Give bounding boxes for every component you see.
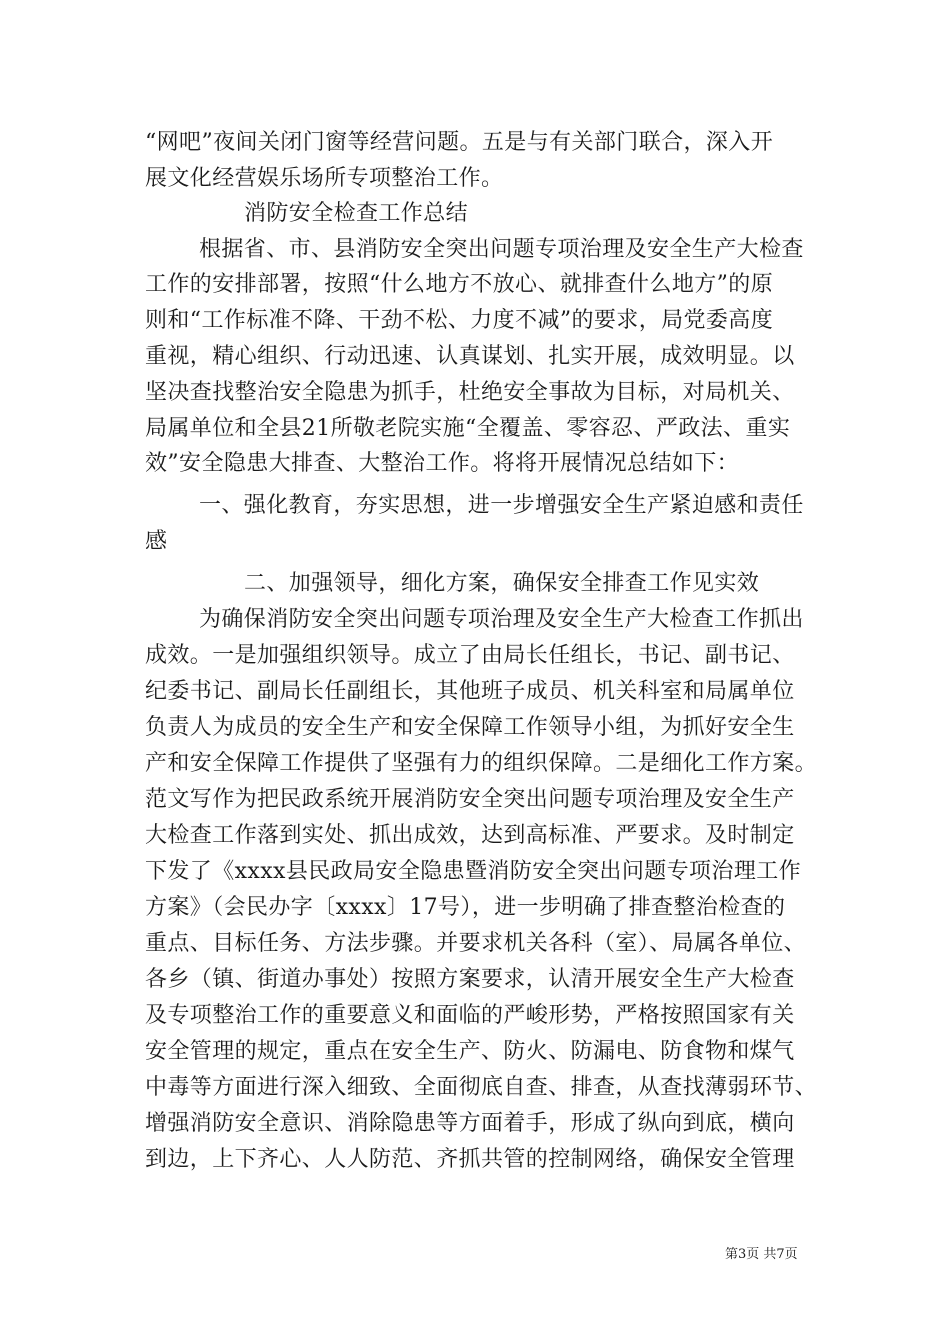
text-line: 大检查工作落到实处、抓出成效，达到高标准、严要求。及时制定: [145, 823, 795, 848]
text-line: 各乡（镇、街道办事处）按照方案要求，认清开展安全生产大检查: [145, 967, 795, 992]
text-line: 产和安全保障工作提供了坚强有力的组织保障。二是细化工作方案。: [145, 751, 818, 776]
text-line: 效”安全隐患大排查、大整治工作。将将开展情况总结如下：: [145, 451, 740, 476]
text-line: 成效。一是加强组织领导。成立了由局长任组长，书记、副书记、: [145, 643, 795, 668]
text-line: 安全管理的规定，重点在安全生产、防火、防漏电、防食物和煤气: [145, 1039, 795, 1064]
text-line: 为确保消防安全突出问题专项治理及安全生产大检查工作抓出: [199, 607, 804, 632]
text-line: 下发了《xxxx县民政局安全隐患暨消防安全突出问题专项治理工作: [145, 859, 802, 884]
text-line: 坚决查找整治安全隐患为抓手，杜绝安全事故为目标，对局机关、: [145, 380, 795, 405]
text-line: 则和“工作标准不降、干劲不松、力度不减”的要求，局党委高度: [145, 308, 774, 333]
text-line: 到边，上下齐心、人人防范、齐抓共管的控制网络，确保安全管理: [145, 1147, 795, 1172]
text-line: 方案》（会民办字〔xxxx〕17号），进一步明确了排查整治检查的: [145, 895, 786, 920]
text-line: 及专项整治工作的重要意义和面临的严峻形势，严格按照国家有关: [145, 1003, 795, 1028]
text-line: 根据省、市、县消防安全突出问题专项治理及安全生产大检查: [199, 237, 804, 262]
text-line: 增强消防安全意识、消除隐患等方面着手，形成了纵向到底，横向: [145, 1111, 795, 1136]
text-line: 纪委书记、副局长任副组长，其他班子成员、机关科室和局属单位: [145, 679, 795, 704]
text-line: 范文写作为把民政系统开展消防安全突出问题专项治理及安全生产: [145, 787, 795, 812]
section-heading: 二、加强领导，细化方案，确保安全排查工作见实效: [244, 571, 760, 596]
text-line: 展文化经营娱乐场所专项整治工作。: [145, 166, 504, 191]
text-line: 重视，精心组织、行动迅速、认真谋划、扎实开展，成效明显。以: [145, 344, 795, 369]
text-line: 工作的安排部署，按照“什么地方不放心、就排查什么地方”的原: [145, 272, 774, 297]
page-number: 第3页 共7页: [725, 1247, 798, 1262]
text-line: “网吧”夜间关闭门窗等经营问题。五是与有关部门联合，深入开: [145, 130, 774, 155]
text-line: 感: [145, 529, 168, 554]
text-line: 重点、目标任务、方法步骤。并要求机关各科（室）、局属各单位、: [145, 931, 807, 956]
section-title: 消防安全检查工作总结: [244, 201, 469, 226]
text-line: 局属单位和全县21所敬老院实施“全覆盖、零容忍、严政法、重实: [145, 416, 791, 441]
text-line: 中毒等方面进行深入细致、全面彻底自查、排查，从查找薄弱环节、: [145, 1075, 818, 1100]
section-heading: 一、强化教育，夯实思想，进一步增强安全生产紧迫感和责任: [199, 493, 804, 518]
text-line: 负责人为成员的安全生产和安全保障工作领导小组，为抓好安全生: [145, 715, 795, 740]
